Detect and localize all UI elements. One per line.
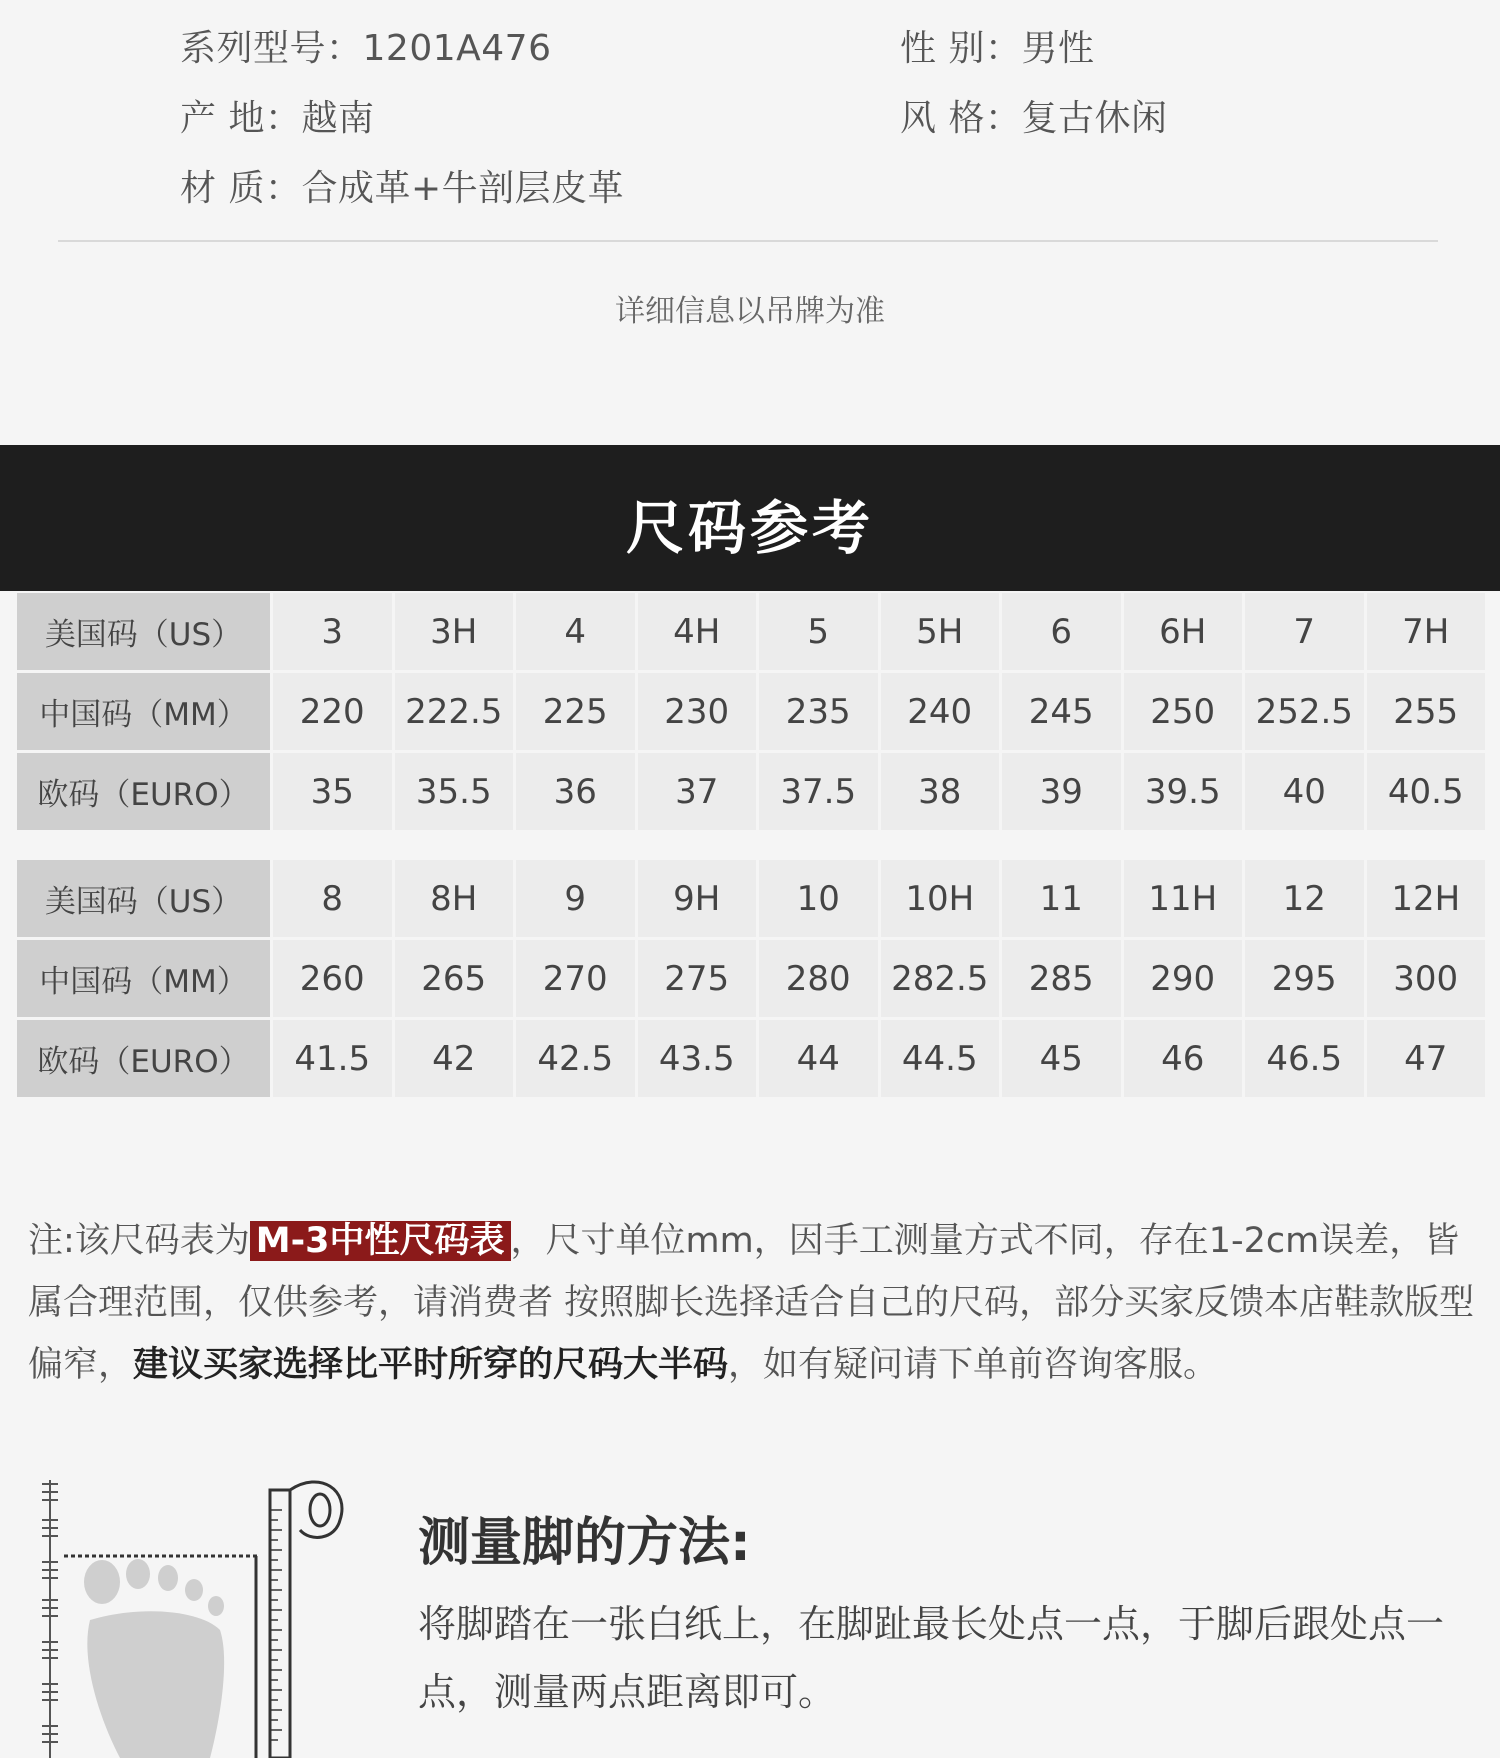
table-cell: 285: [1002, 940, 1121, 1017]
table-cell: 12H: [1367, 860, 1486, 937]
table-cell: 240: [881, 673, 1000, 750]
table-cell: 230: [638, 673, 757, 750]
table-cell: 300: [1367, 940, 1486, 1017]
table-cell: 45: [1002, 1020, 1121, 1097]
row-label-us: 美国码（US）: [17, 593, 270, 670]
table-cell: 9: [516, 860, 635, 937]
notice-highlight: M-3中性尺码表: [250, 1221, 511, 1261]
table-cell: 3: [273, 593, 392, 670]
spec-gender-label: 性 别：: [900, 28, 1022, 69]
table-cell: 11: [1002, 860, 1121, 937]
table-cell: 245: [1002, 673, 1121, 750]
table-cell: 35.5: [395, 753, 514, 830]
table-cell: 40.5: [1367, 753, 1486, 830]
row-label-mm: 中国码（MM）: [17, 940, 270, 1017]
table-cell: 39: [1002, 753, 1121, 830]
row-label-euro: 欧码（EURO）: [17, 1020, 270, 1097]
measure-title: 测量脚的方法:: [418, 1513, 751, 1573]
table-cell: 40: [1245, 753, 1364, 830]
tag-note: 详细信息以吊牌为准: [615, 294, 885, 329]
table-cell: 35: [273, 753, 392, 830]
spec-material: [180, 160, 624, 211]
table-cell: 222.5: [395, 673, 514, 750]
spec-model-value: 1201A476: [362, 28, 552, 69]
table-cell: 42: [395, 1020, 514, 1097]
table-cell: 7H: [1367, 593, 1486, 670]
table-row-mm: [17, 940, 1485, 1017]
notice-prefix: 注:该尺码表为: [28, 1221, 250, 1261]
table-cell: 265: [395, 940, 514, 1017]
table-cell: 44: [759, 1020, 878, 1097]
notice-middle: ，尺寸单位mm，因手工测量方式不同，存在1-2cm误差，皆属合理范围，仅供参考，请消费者 按照脚长选择适合自己的尺码，部分买家反馈本店鞋款版型偏窄，: [28, 1221, 1475, 1385]
spec-model-label: 系列型号：: [180, 28, 363, 69]
tape-measure-icon: [270, 1482, 342, 1758]
table-cell: 39.5: [1124, 753, 1243, 830]
measure-instructions: 将脚踏在一张白纸上，在脚趾最长处点一点，于脚后跟处点一点，测量两点距离即可。: [418, 1602, 1445, 1714]
size-notice: [28, 1210, 1480, 1396]
table-cell: 10H: [881, 860, 1000, 937]
foot-measure-illustration: [20, 1470, 380, 1758]
table-cell: 275: [638, 940, 757, 1017]
table-cell: 5: [759, 593, 878, 670]
spec-style-value: 复古休闲: [1021, 98, 1168, 139]
table-cell: 8: [273, 860, 392, 937]
table-row-us: [17, 860, 1485, 937]
table-cell: 250: [1124, 673, 1243, 750]
table-cell: 282.5: [881, 940, 1000, 1017]
table-cell: 290: [1124, 940, 1243, 1017]
table-cell: 3H: [395, 593, 514, 670]
notice-bold: 建议买家选择比平时所穿的尺码大半码: [133, 1345, 729, 1385]
table-row-mm: [17, 673, 1485, 750]
table-cell: 11H: [1124, 860, 1243, 937]
table-cell: 295: [1245, 940, 1364, 1017]
spec-gender-value: 男性: [1021, 28, 1095, 69]
spec-origin-value: 越南: [301, 98, 375, 139]
table-cell: 5H: [881, 593, 1000, 670]
table-cell: 235: [759, 673, 878, 750]
table-cell: 36: [516, 753, 635, 830]
spec-style: [900, 90, 1167, 141]
notice-suffix: ，如有疑问请下单前咨询客服。: [728, 1345, 1219, 1385]
table-cell: 9H: [638, 860, 757, 937]
table-row-us: [17, 593, 1485, 670]
table-cell: 252.5: [1245, 673, 1364, 750]
spec-model: [180, 20, 551, 71]
size-table-2: [14, 857, 1488, 1100]
table-cell: 37.5: [759, 753, 878, 830]
table-cell: 7: [1245, 593, 1364, 670]
ruler-left-icon: [42, 1480, 58, 1758]
table-row-euro: [17, 753, 1485, 830]
size-reference-banner: [0, 445, 1500, 591]
table-cell: 270: [516, 940, 635, 1017]
table-cell: 255: [1367, 673, 1486, 750]
table-cell: 44.5: [881, 1020, 1000, 1097]
row-label-euro: 欧码（EURO）: [17, 753, 270, 830]
row-label-us: 美国码（US）: [17, 860, 270, 937]
table-cell: 4: [516, 593, 635, 670]
table-cell: 38: [881, 753, 1000, 830]
spec-origin-label: 产 地：: [180, 98, 302, 139]
table-cell: 6: [1002, 593, 1121, 670]
table-cell: 10: [759, 860, 878, 937]
table-cell: 37: [638, 753, 757, 830]
table-cell: 260: [273, 940, 392, 1017]
table-cell: 41.5: [273, 1020, 392, 1097]
spec-gender: [900, 20, 1094, 71]
spec-divider: [58, 240, 1438, 242]
banner-title: 尺码参考: [625, 494, 874, 562]
row-label-mm: 中国码（MM）: [17, 673, 270, 750]
table-cell: 42.5: [516, 1020, 635, 1097]
spec-material-label: 材 质：: [180, 168, 302, 209]
spec-material-value: 合成革+牛剖层皮革: [301, 168, 625, 209]
table-cell: 46: [1124, 1020, 1243, 1097]
table-row-euro: [17, 1020, 1485, 1097]
table-cell: 280: [759, 940, 878, 1017]
table-cell: 225: [516, 673, 635, 750]
table-cell: 12: [1245, 860, 1364, 937]
table-cell: 6H: [1124, 593, 1243, 670]
footprint-icon: [84, 1559, 224, 1758]
table-cell: 220: [273, 673, 392, 750]
spec-style-label: 风 格：: [900, 98, 1022, 139]
size-table-1: [14, 590, 1488, 833]
table-cell: 4H: [638, 593, 757, 670]
table-cell: 8H: [395, 860, 514, 937]
table-cell: 46.5: [1245, 1020, 1364, 1097]
table-cell: 47: [1367, 1020, 1486, 1097]
spec-origin: [180, 90, 374, 141]
table-cell: 43.5: [638, 1020, 757, 1097]
